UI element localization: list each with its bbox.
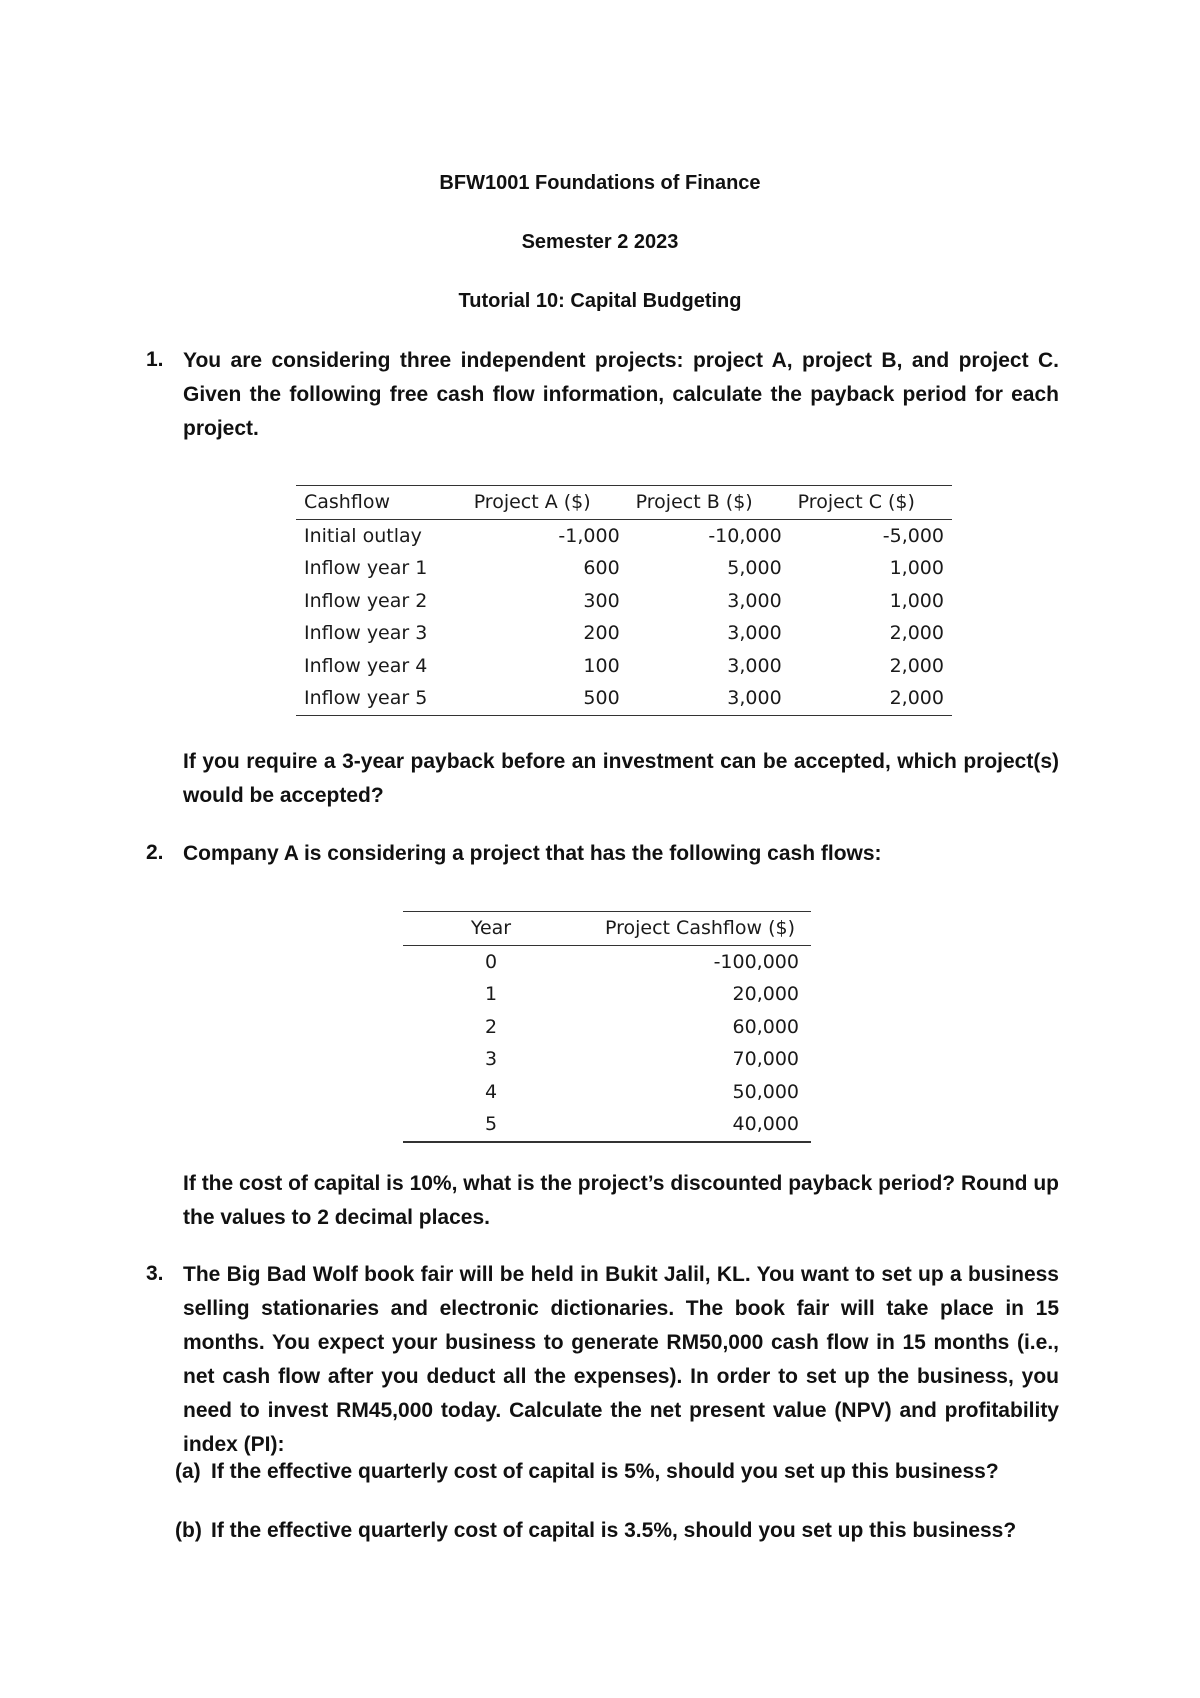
table-cell: 3,000 <box>727 622 782 645</box>
q3-part-a-text: If the effective quarterly cost of capital is 5%, should you set up this business? <box>211 1460 999 1483</box>
table-cell: 3,000 <box>628 682 790 715</box>
table-cell: -5,000 <box>882 524 944 547</box>
semester-title: Semester 2 2023 <box>521 231 679 253</box>
table-cell: 300 <box>583 589 620 612</box>
q3-part-b-text: If the effective quarterly cost of capital is 3.5%, should you set up this business? <box>211 1519 1017 1542</box>
q2-number: 2. <box>146 841 164 864</box>
column-header: Project B ($) <box>628 486 790 520</box>
table-cell: 100 <box>583 654 620 677</box>
table-cell: 500 <box>466 682 628 715</box>
table-row <box>403 978 811 1011</box>
q3-part-a <box>175 1460 999 1484</box>
column-header: Project C ($) <box>790 486 952 520</box>
table-cell: 2,000 <box>889 654 944 677</box>
table-cell: 2,000 <box>790 682 952 715</box>
q3-part-b-label: (b) <box>175 1519 202 1542</box>
table-cell: 4 <box>484 1080 498 1103</box>
table-row <box>296 617 952 650</box>
table-cell: 50,000 <box>732 1080 799 1103</box>
course-title: BFW1001 Foundations of Finance <box>439 172 761 194</box>
table-cell: 70,000 <box>732 1048 799 1071</box>
column-header: Project A ($) <box>466 486 628 520</box>
table-header-row <box>296 486 952 520</box>
q2-followup: If the cost of capital is 10%, what is the project’s discounted payback period? Round up the values to 2 decimal places. <box>183 1172 1059 1229</box>
table-cell: Inflow year 1 <box>304 557 428 580</box>
table-cell: Inflow year 4 <box>304 654 428 677</box>
table-row <box>403 1108 811 1142</box>
table-cell: Initial outlay <box>304 524 422 547</box>
table-cell: 2 <box>484 1015 498 1038</box>
table-cell: 1,000 <box>889 589 944 612</box>
table-cell: 5,000 <box>727 557 782 580</box>
q3-text: The Big Bad Wolf book fair will be held in Bukit Jalil, KL. You want to set up a business selling stationaries and electronic dictionaries. The book fair will take place in 15 months. You expect your business to generate RM50,000 cash flow in 15 months (i.e., net cash flow after you deduct all the expenses). In order to set up the business, you need to invest RM45,000 today. Calculate the net present value (NPV) and profitability index (PI): <box>183 1263 1059 1456</box>
column-header: Cashflow <box>296 486 466 520</box>
table-cell: Inflow year 5 <box>296 682 466 715</box>
table-row <box>296 552 952 585</box>
table-cell: 2,000 <box>889 622 944 645</box>
table-cell: Inflow year 3 <box>304 622 428 645</box>
table-cell: 3,000 <box>727 654 782 677</box>
table-cell: -100,000 <box>713 950 799 973</box>
table-cell: 20,000 <box>732 983 799 1006</box>
tutorial-title: Tutorial 10: Capital Budgeting <box>458 290 742 312</box>
table-cell: Inflow year 2 <box>304 589 428 612</box>
q3-part-a-label: (a) <box>175 1460 201 1483</box>
q1-cashflow-table <box>296 485 952 716</box>
table-row <box>296 585 952 618</box>
table-cell: -1,000 <box>558 524 620 547</box>
q3-part-b <box>175 1519 1016 1543</box>
table-cell: 600 <box>583 557 620 580</box>
table-row <box>296 650 952 683</box>
table-cell: 3 <box>484 1048 498 1071</box>
table-cell: 1 <box>484 983 498 1006</box>
column-header: Project Cashflow ($) <box>579 912 811 946</box>
table-cell: 40,000 <box>579 1108 811 1142</box>
q1-followup: If you require a 3-year payback before an investment can be accepted, which project(s) would be accepted? <box>183 750 1059 807</box>
table-row <box>403 1076 811 1109</box>
table-cell: 60,000 <box>732 1015 799 1038</box>
q1-number: 1. <box>146 348 164 371</box>
table-cell: 200 <box>583 622 620 645</box>
q3-number: 3. <box>146 1262 164 1285</box>
table-row <box>296 682 952 715</box>
table-header-row <box>403 912 811 946</box>
q2-text: Company A is considering a project that has the following cash flows: <box>183 842 882 865</box>
table-cell: 1,000 <box>889 557 944 580</box>
table-row <box>403 1011 811 1044</box>
table-cell: -10,000 <box>708 524 782 547</box>
table-cell: 3,000 <box>727 589 782 612</box>
q1-text: You are considering three independent projects: project A, project B, and project C. Given the following free cash flow information, calculate the payback period for each project. <box>183 349 1059 440</box>
q2-cashflow-table <box>403 911 811 1143</box>
table-row <box>403 1043 811 1076</box>
table-cell: 0 <box>484 950 498 973</box>
column-header: Year <box>403 912 579 946</box>
table-row <box>403 945 811 978</box>
table-row <box>296 519 952 552</box>
table-cell: 5 <box>403 1108 579 1142</box>
